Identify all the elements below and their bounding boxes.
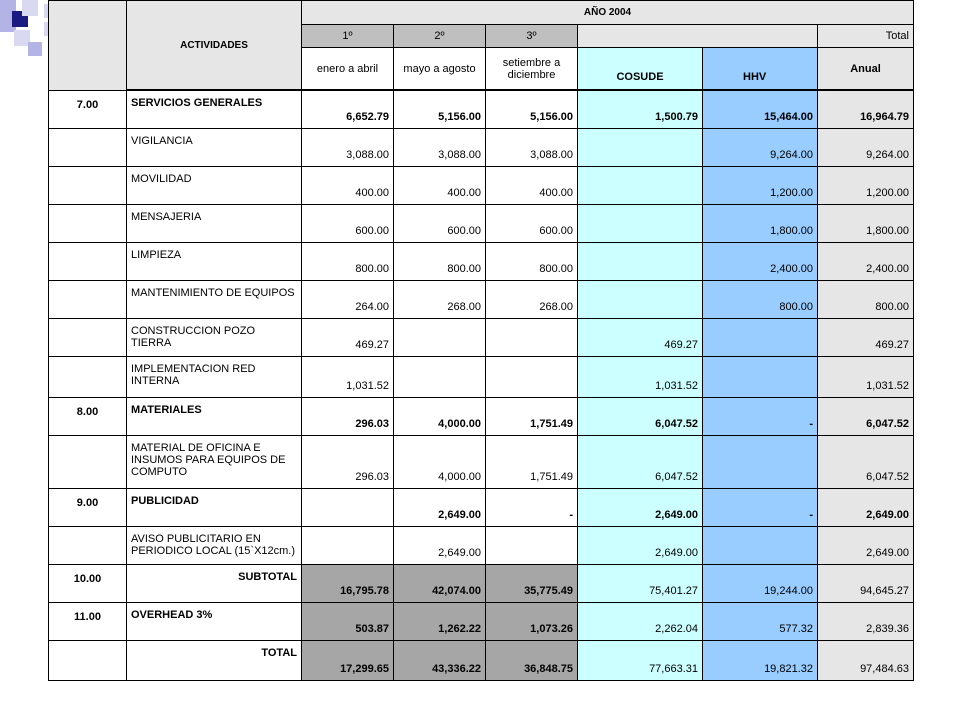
hhv-value — [703, 436, 818, 489]
period-2-value — [394, 319, 486, 357]
hhv-value: 800.00 — [703, 281, 818, 319]
period-3-value: 1,751.49 — [486, 436, 578, 489]
row-label: PUBLICIDAD — [127, 489, 302, 527]
period-2-value: 1,262.22 — [394, 603, 486, 641]
row-label: LIMPIEZA — [127, 243, 302, 281]
hhv-value — [703, 357, 818, 398]
annual-total-value: 469.27 — [818, 319, 914, 357]
period-3-value: 3,088.00 — [486, 129, 578, 167]
row-code — [49, 357, 127, 398]
row-label: OVERHEAD 3% — [127, 603, 302, 641]
annual-total-value: 2,649.00 — [818, 527, 914, 565]
period-3-value: - — [486, 489, 578, 527]
annual-header: Anual — [818, 48, 914, 90]
period-2-value: 400.00 — [394, 167, 486, 205]
cosude-value — [578, 129, 703, 167]
annual-total-value: 1,031.52 — [818, 357, 914, 398]
annual-total-value: 94,645.27 — [818, 565, 914, 603]
period-2-value: 3,088.00 — [394, 129, 486, 167]
row-label: IMPLEMENTACION RED INTERNA — [127, 357, 302, 398]
row-label: MOVILIDAD — [127, 167, 302, 205]
row-label: MENSAJERIA — [127, 205, 302, 243]
row-label: VIGILANCIA — [127, 129, 302, 167]
annual-total-value: 1,800.00 — [818, 205, 914, 243]
period-1-value: 17,299.65 — [302, 641, 394, 681]
period-3-value: 1,751.49 — [486, 398, 578, 436]
funding-header-spacer — [578, 25, 818, 48]
cosude-value: 75,401.27 — [578, 565, 703, 603]
row-code — [49, 641, 127, 681]
period-1-value: 469.27 — [302, 319, 394, 357]
row-code: 9.00 — [49, 489, 127, 527]
period-2-value: 4,000.00 — [394, 436, 486, 489]
period-3-value: 1,073.26 — [486, 603, 578, 641]
period-1-value — [302, 527, 394, 565]
hhv-value: 19,244.00 — [703, 565, 818, 603]
annual-total-value: 6,047.52 — [818, 398, 914, 436]
period-range-3: setiembre a diciembre — [486, 48, 578, 90]
annual-total-value: 1,200.00 — [818, 167, 914, 205]
annual-total-value: 2,839.36 — [818, 603, 914, 641]
period-2-value: 5,156.00 — [394, 91, 486, 129]
deco-square — [22, 0, 38, 16]
row-label: TOTAL — [127, 641, 302, 681]
period-1-value: 16,795.78 — [302, 565, 394, 603]
period-1-value: 296.03 — [302, 398, 394, 436]
cosude-value — [578, 281, 703, 319]
table-row — [49, 565, 914, 603]
row-label: AVISO PUBLICITARIO EN PERIODICO LOCAL (15`X12cm.) — [127, 527, 302, 565]
row-code: 10.00 — [49, 565, 127, 603]
cosude-value — [578, 243, 703, 281]
table-row — [49, 319, 914, 357]
cosude-value: 469.27 — [578, 319, 703, 357]
table-row — [49, 243, 914, 281]
period-header-3: 3º — [486, 25, 578, 48]
budget-rows — [49, 91, 914, 681]
period-1-value: 6,652.79 — [302, 91, 394, 129]
period-2-value: 268.00 — [394, 281, 486, 319]
period-1-value — [302, 489, 394, 527]
annual-total-value: 6,047.52 — [818, 436, 914, 489]
table-row — [49, 489, 914, 527]
cosude-value: 1,500.79 — [578, 91, 703, 129]
cosude-value: 77,663.31 — [578, 641, 703, 681]
period-header-1: 1º — [302, 25, 394, 48]
row-code — [49, 205, 127, 243]
table-row — [49, 398, 914, 436]
period-1-value: 264.00 — [302, 281, 394, 319]
row-code: 8.00 — [49, 398, 127, 436]
code-column-header — [49, 1, 127, 91]
period-1-value: 296.03 — [302, 436, 394, 489]
row-code — [49, 436, 127, 489]
total-header: Total — [818, 25, 914, 48]
row-code — [49, 167, 127, 205]
cosude-value: 6,047.52 — [578, 436, 703, 489]
annual-total-value: 2,400.00 — [818, 243, 914, 281]
period-2-value: 600.00 — [394, 205, 486, 243]
hhv-value: 9,264.00 — [703, 129, 818, 167]
row-code — [49, 243, 127, 281]
period-3-value: 400.00 — [486, 167, 578, 205]
hhv-value: 577.32 — [703, 603, 818, 641]
table-row — [49, 436, 914, 489]
period-range-2: mayo a agosto — [394, 48, 486, 90]
table-row — [49, 205, 914, 243]
hhv-value: 1,800.00 — [703, 205, 818, 243]
row-code — [49, 129, 127, 167]
cosude-value: 1,031.52 — [578, 357, 703, 398]
period-3-value: 268.00 — [486, 281, 578, 319]
hhv-value: 1,200.00 — [703, 167, 818, 205]
period-3-value: 5,156.00 — [486, 91, 578, 129]
activities-header: ACTIVIDADES — [127, 1, 302, 90]
hhv-header: HHV — [703, 48, 818, 90]
period-1-value: 503.87 — [302, 603, 394, 641]
period-2-value: 800.00 — [394, 243, 486, 281]
period-3-value: 36,848.75 — [486, 641, 578, 681]
period-1-value: 1,031.52 — [302, 357, 394, 398]
table-row — [49, 603, 914, 641]
cosude-header: COSUDE — [578, 48, 703, 90]
table-row — [49, 357, 914, 398]
table-row — [49, 641, 914, 681]
row-code: 11.00 — [49, 603, 127, 641]
period-header-2: 2º — [394, 25, 486, 48]
period-3-value — [486, 319, 578, 357]
cosude-value: 6,047.52 — [578, 398, 703, 436]
period-2-value: 2,649.00 — [394, 489, 486, 527]
table-row — [49, 281, 914, 319]
annual-total-value: 2,649.00 — [818, 489, 914, 527]
row-label: MATERIAL DE OFICINA E INSUMOS PARA EQUIPOS DE COMPUTO — [127, 436, 302, 489]
table-row — [49, 167, 914, 205]
cosude-value — [578, 167, 703, 205]
row-code — [49, 527, 127, 565]
row-label: SERVICIOS GENERALES — [127, 91, 302, 129]
hhv-value — [703, 527, 818, 565]
cosude-value — [578, 205, 703, 243]
hhv-value: 2,400.00 — [703, 243, 818, 281]
period-range-1: enero a abril — [302, 48, 394, 90]
cosude-value: 2,649.00 — [578, 489, 703, 527]
period-2-value — [394, 357, 486, 398]
table-row — [49, 527, 914, 565]
period-2-value: 2,649.00 — [394, 527, 486, 565]
row-label: MATERIALES — [127, 398, 302, 436]
row-label: SUBTOTAL — [127, 565, 302, 603]
period-2-value: 43,336.22 — [394, 641, 486, 681]
hhv-value: - — [703, 398, 818, 436]
hhv-value: 15,464.00 — [703, 91, 818, 129]
hhv-value — [703, 319, 818, 357]
row-code — [49, 281, 127, 319]
table-row — [49, 91, 914, 129]
cosude-value: 2,649.00 — [578, 527, 703, 565]
annual-total-value: 800.00 — [818, 281, 914, 319]
period-3-value — [486, 527, 578, 565]
period-1-value: 3,088.00 — [302, 129, 394, 167]
row-code — [49, 319, 127, 357]
period-1-value: 800.00 — [302, 243, 394, 281]
hhv-value: 19,821.32 — [703, 641, 818, 681]
annual-total-value: 9,264.00 — [818, 129, 914, 167]
row-code: 7.00 — [49, 91, 127, 129]
hhv-value: - — [703, 489, 818, 527]
period-1-value: 600.00 — [302, 205, 394, 243]
row-label: MANTENIMIENTO DE EQUIPOS — [127, 281, 302, 319]
budget-table — [48, 0, 914, 681]
period-3-value: 800.00 — [486, 243, 578, 281]
annual-total-value: 97,484.63 — [818, 641, 914, 681]
row-label: CONSTRUCCION POZO TIERRA — [127, 319, 302, 357]
cosude-value: 2,262.04 — [578, 603, 703, 641]
deco-square — [28, 42, 42, 56]
period-3-value — [486, 357, 578, 398]
period-2-value: 42,074.00 — [394, 565, 486, 603]
period-3-value: 600.00 — [486, 205, 578, 243]
period-3-value: 35,775.49 — [486, 565, 578, 603]
period-1-value: 400.00 — [302, 167, 394, 205]
period-2-value: 4,000.00 — [394, 398, 486, 436]
table-row — [49, 129, 914, 167]
year-header: AÑO 2004 — [302, 1, 914, 25]
annual-total-value: 16,964.79 — [818, 91, 914, 129]
